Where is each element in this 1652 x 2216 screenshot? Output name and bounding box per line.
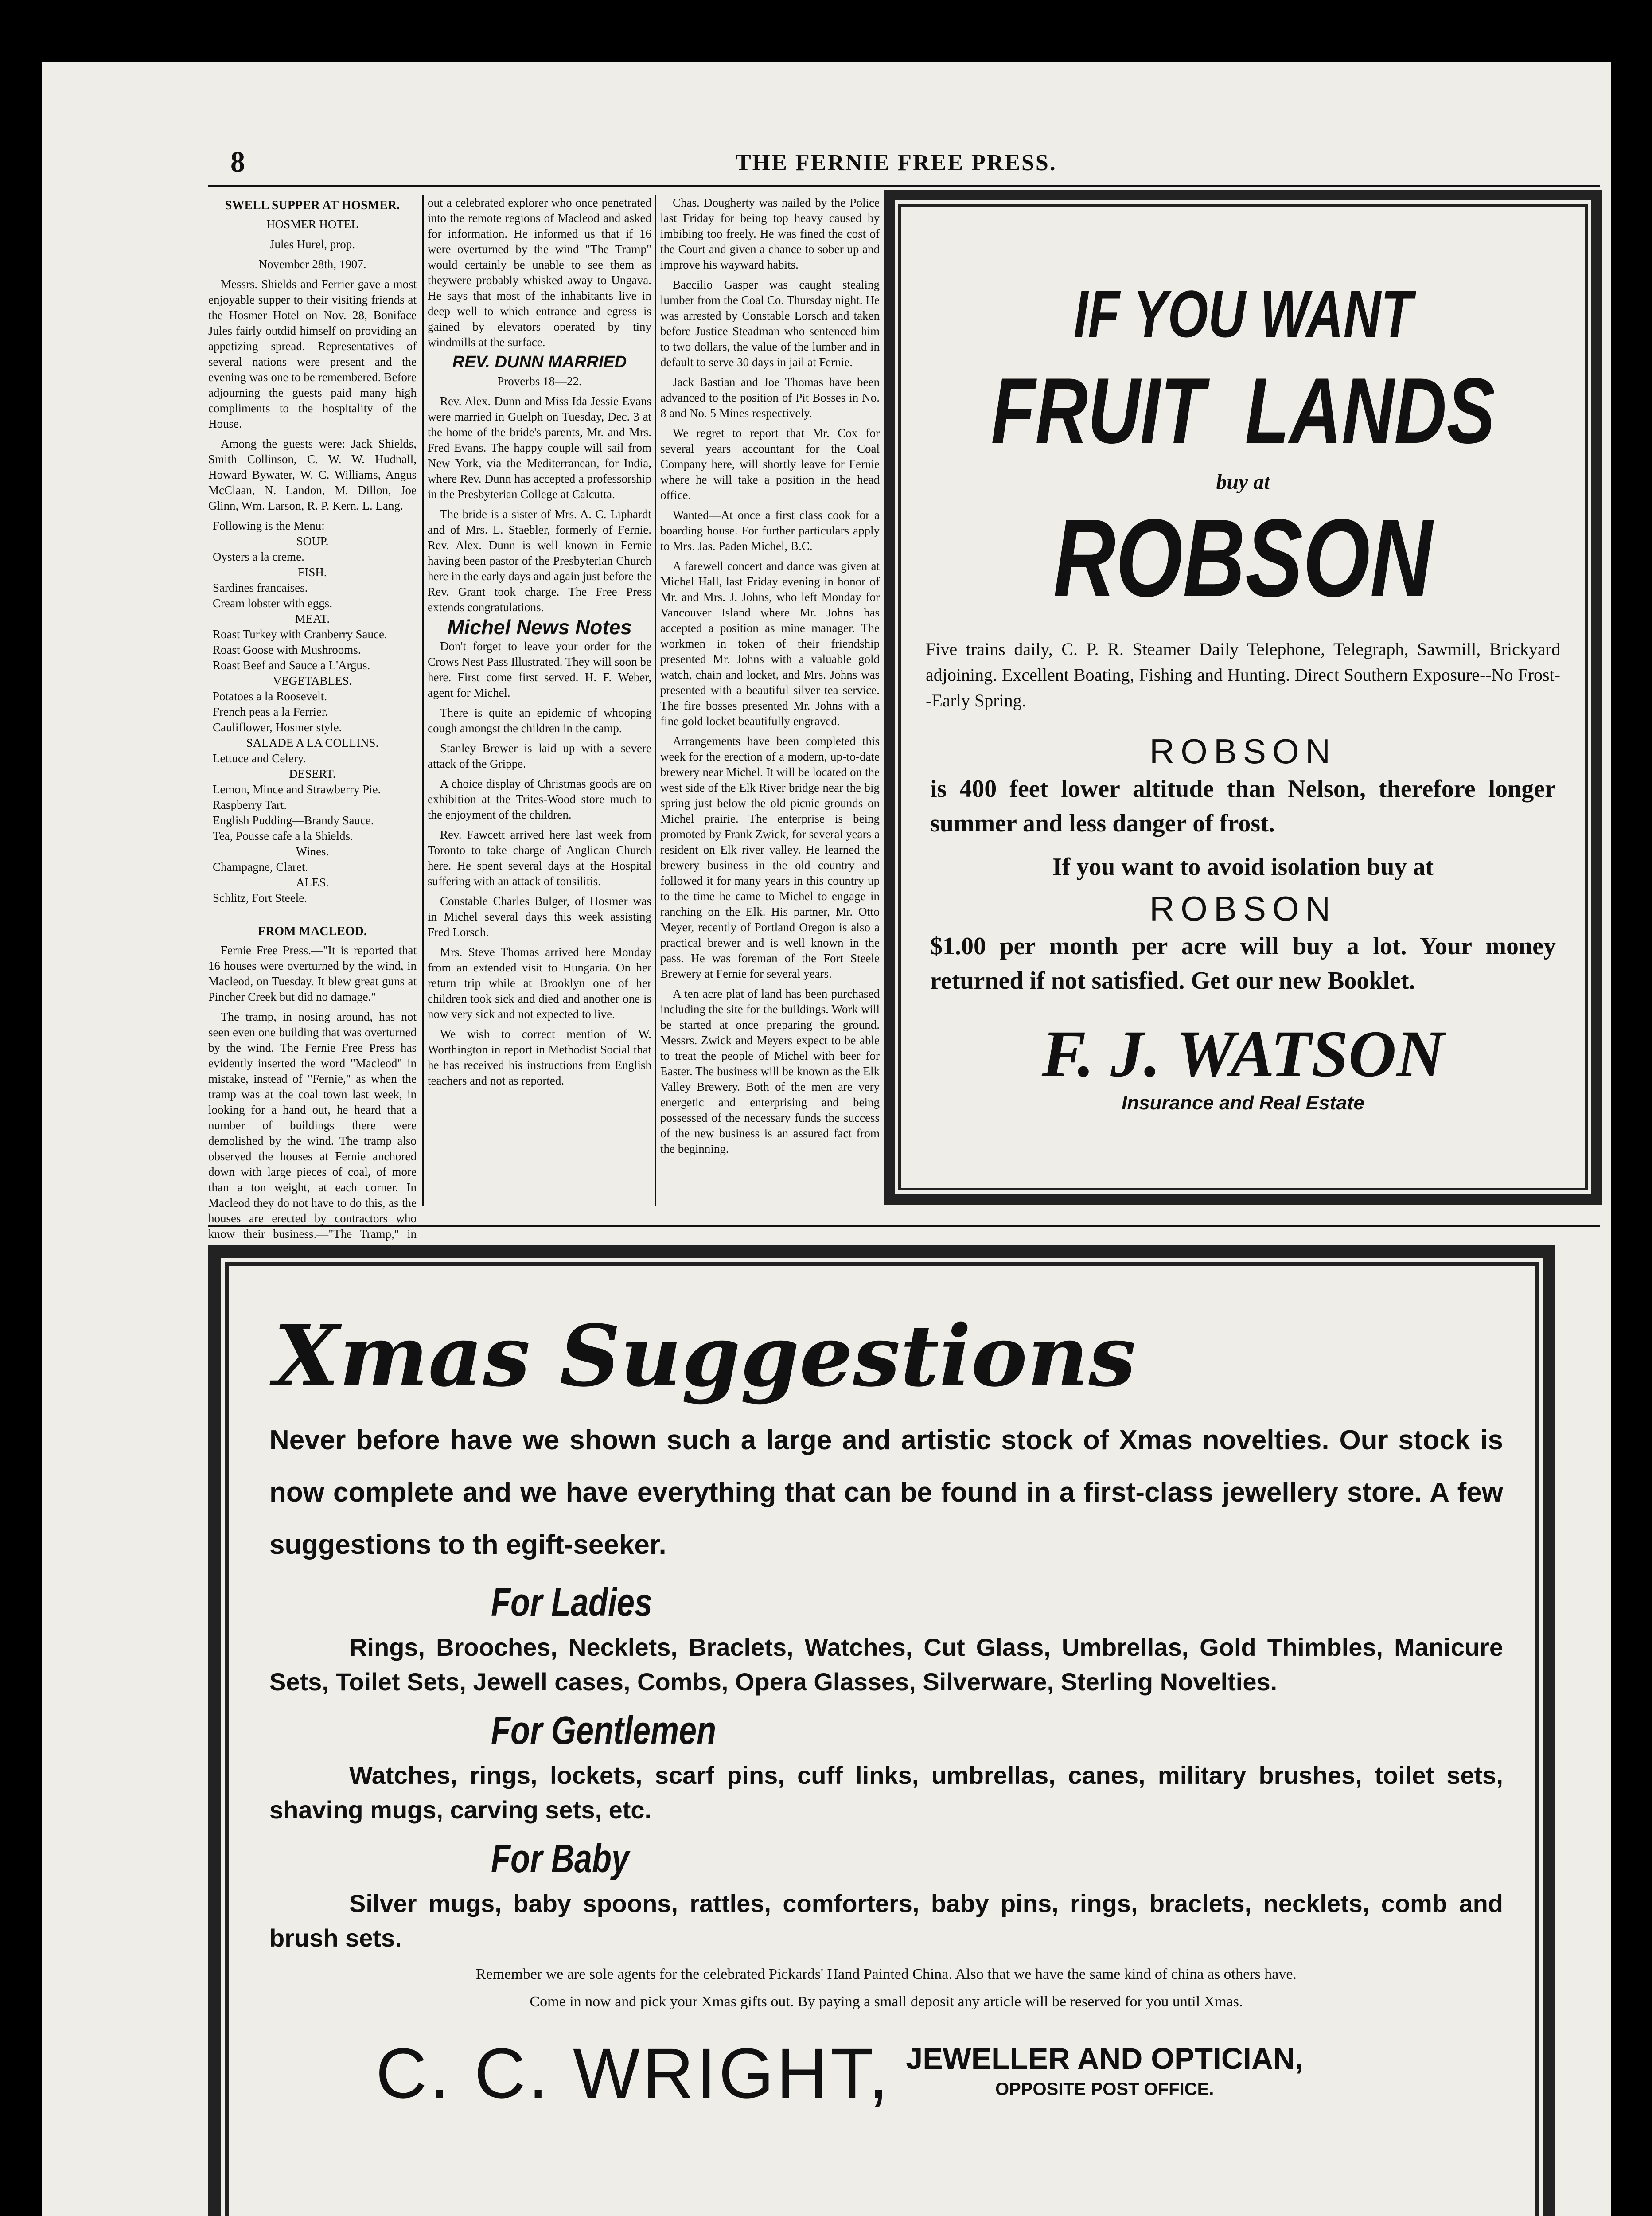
column-rule — [422, 195, 424, 1206]
headline-swell-supper: SWELL SUPPER AT HOSMER. — [225, 199, 400, 212]
news-item: We regret to report that Mr. Cox for several years accountant for the Coal Company here, will shortly leave for Fernie where he will take a position in the head office. — [660, 426, 880, 502]
category-heading-ladies: For Ladies — [491, 1580, 653, 1625]
article-paragraph: out a celebrated explorer who once penetrated into the remote regions of Macleod and asked for information. He informed us that if 16 were overturned by the wind "The Tramp" would certainly be unable to see them as theywere probably whisked away to Ungava. He says that most of the inhabitants live in deep well to which entrance and egress is gained by elevators operated by tiny windmills at the surface. — [428, 196, 651, 349]
news-item: Don't forget to leave your order for the Crows Nest Pass Illustrated. They will soon be here. First come first served. H. F. Weber, agent for Michel. — [428, 640, 651, 699]
menu-line: Cream lobster with eggs. — [213, 597, 332, 610]
category-heading-gentlemen: For Gentlemen — [491, 1709, 717, 1753]
ad-robson-title: ROBSON — [1053, 496, 1433, 620]
menu-line: Sardines francaises. — [213, 581, 308, 594]
article-paragraph: Messrs. Shields and Ferrier gave a most enjoyable supper to their visiting friends at the Hosmer Hotel on Nov. 28, Boniface Jules fairly outdid himself on providing an appetizing spread. Representatives of several nations were present and the evening was one to be remembered. Before adjourning the guests paid many high compliments to the hospitality of the House. — [208, 277, 417, 430]
menu-line: Raspberry Tart. — [213, 798, 287, 811]
subhead-date: November 28th, 1907. — [258, 257, 366, 271]
section-rule — [208, 1225, 1600, 1227]
menu-heading: SALADE A LA COLLINS. — [246, 736, 379, 749]
menu-line: English Pudding—Brandy Sauce. — [213, 814, 374, 827]
headline-rev-dunn-married: REV. DUNN MARRIED — [452, 353, 627, 371]
category-heading-baby: For Baby — [491, 1837, 630, 1881]
ad-isolation-text: If you want to avoid isolation buy at — [1052, 853, 1434, 881]
news-item: Chas. Dougherty was nailed by the Police last Friday for being top heavy caused by imbibing too freely. He was fined the cost of the Court and given a chance to sober up and improve his wayward habits. — [660, 196, 880, 271]
subhead-hosmer-hotel: HOSMER HOTEL — [266, 218, 358, 231]
menu-line: French peas a la Ferrier. — [213, 705, 328, 718]
column-2 — [428, 195, 651, 1210]
header-rule — [208, 185, 1600, 187]
menu-line: Schlitz, Fort Steele. — [213, 891, 307, 905]
category-items-ladies: Rings, Brooches, Necklets, Braclets, Watches, Cut Glass, Umbrellas, Gold Thimbles, Manicure Sets, Toilet Sets, Jewell cases, Combs, Opera Glasses, Silverware, Sterling Novelties. — [269, 1633, 1503, 1696]
article-paragraph: The tramp, in nosing around, has not seen even one building that was overturned by the wind. The Fernie Free Press has evidently inserted the word "Macleod" in mistake, instead of "Fernie," as when the tramp was at the coal town last week, in looking for a hand out, he heard that a number of buildings there were demolished by the wind. The tramp also observed the houses at Fernie anchored down with large pieces of coal, of more than a ton weight, at each corner. In Macleod they do not have to do this, as the houses are erected by contractors who know their business.—"The Tramp," in — [208, 1010, 417, 1241]
subhead-proverbs: Proverbs 18—22. — [497, 375, 582, 388]
article-paragraph: Rev. Alex. Dunn and Miss Ida Jessie Evans were married in Guelph on Tuesday, Dec. 3 at the home of the bride's parents, Mr. and Mrs. Fred Evans. The happy couple will sail from New York, via the Mediterranean, for India, where Rev. Dunn has accepted a professorship in the Presbyterian College at Calcutta. — [428, 394, 651, 501]
column-3 — [660, 195, 880, 1210]
menu-heading: MEAT. — [295, 612, 330, 625]
newspaper-title: THE FERNIE FREE PRESS. — [736, 150, 1057, 176]
xmas-advertisement — [208, 1245, 1555, 2216]
menu-line: Oysters a la creme. — [213, 550, 304, 563]
ad-price-text: $1.00 per month per acre will buy a lot. Your money returned if not satisfied. Get our new Booklet. — [930, 932, 1556, 995]
menu-heading: SOUP. — [296, 534, 329, 548]
merchant-details — [906, 2041, 1303, 2099]
menu-line: Following is the Menu:— — [213, 519, 337, 532]
menu-line: Cauliflower, Hosmer style. — [213, 721, 342, 734]
news-item: A choice display of Christmas goods are on exhibition at the Trites-Wood store much to the enjoyment of the children. — [428, 777, 651, 821]
menu-line: Roast Goose with Mushrooms. — [213, 643, 361, 656]
ad-headline-fruit-lands: FRUIT LANDS — [991, 359, 1495, 463]
ad-altitude-text: is 400 feet lower altitude than Nelson, therefore longer summer and less danger of frost. — [930, 775, 1556, 837]
ad-agent-name: F. J. WATSON — [1041, 1017, 1445, 1091]
robson-ad-content — [917, 218, 1569, 1176]
news-item: Stanley Brewer is laid up with a severe attack of the Grippe. — [428, 741, 651, 770]
news-item: Wanted—At once a first class cook for a boarding house. For further particulars apply to Mrs. Jas. Paden Michel, B.C. — [660, 508, 880, 553]
menu-line: Lemon, Mince and Strawberry Pie. — [213, 783, 381, 796]
ad-robson-heading: ROBSON — [1149, 889, 1337, 928]
xmas-ad-content — [269, 1307, 1503, 2190]
news-item: Baccilio Gasper was caught stealing lumber from the Coal Co. Thursday night. He was arrested by Constable Lorsch and taken before Justice Steadman who sentenced him to two dollars, the value of the lumber and in default to serve 30 days in jail at Fernie. — [660, 278, 880, 369]
news-item: Arrangements have been completed this week for the erection of a modern, up-to-date brewery near Michel. It will be located on the west side of the Elk River bridge near the big spring just below the old picnic grounds on Michel prairie. The enterprise is being promoted by Frank Zwick, for several years a resident on Elk river valley. He learned the brewery business in the old country and followed it for many years in this country up to the time he came to Michel to engage in ranching on the Elk. His partner, Mr. Otto Meyer, recently of Portland Oregon is also a practical brewer and is well known in the pass. He was foreman of the Fort Steele Brewery at Fernie for several years. — [660, 734, 880, 980]
xmas-ad-intro: Never before have we shown such a large and artistic stock of Xmas novelties. Our stock is now complete and we have everything that can be found in a first-class jewellery store. A few suggestions to th egift-seeker. — [269, 1425, 1503, 1560]
news-item: A ten acre plat of land has been purchased including the site for the buildings. Work will be started at once preparing the ground. Messrs. Zwick and Meyers expect to be able to treat the people of Michel with beer for Easter. The business will be known as the Elk Valley Brewery. Both of the men are very energetic and enterprising and being possessed of the necessary funds the success of the new business is an assured fact from the beginning. — [660, 987, 880, 1155]
page-number: 8 — [230, 146, 245, 178]
ad-agent-title: Insurance and Real Estate — [1122, 1092, 1364, 1114]
ad-note: Come in now and pick your Xmas gifts out. By paying a small deposit any article will be reserved for you until Xmas. — [530, 1994, 1243, 2010]
menu-line: Champagne, Claret. — [213, 860, 308, 874]
news-item: Constable Charles Bulger, of Hosmer was in Michel several days this week assisting Fred Lorsch. — [428, 894, 651, 939]
merchant-name: C. C. WRIGHT, — [376, 2033, 891, 2113]
xmas-ad-title: Xmas Suggestions — [274, 1307, 1136, 1405]
article-paragraph: Fernie Free Press.—"It is reported that 16 houses were overturned by the wind, in Macleod, on Tuesday. It blew great guns at Pincher Creek but did no damage." — [208, 944, 417, 1003]
news-item: A farewell concert and dance was given at Michel Hall, last Friday evening in honor of Mr. and Mrs. J. Johns, who left Monday for Vancouver Island where Mr. Johns has accepted a position as mine manager. The workmen in token of their friendship presented Mr. Johns with a valuable gold watch, chain and locket, and Mrs. Johns was presented with a beautiful silver tea service. The fire bosses presented Mr. Johns with a fine gold locket beautifully engraved. — [660, 559, 880, 728]
article-paragraph: The bride is a sister of Mrs. A. C. Liphardt and of Mrs. L. Staebler, formerly of Fernie. Rev. Alex. Dunn is well known in Fernie having been pastor of the Presbyterian Church here in the early days and again just before the Rev. Grant took charge. The Free Press extends congratulations. — [428, 507, 651, 614]
menu-line: Roast Beef and Sauce a L'Argus. — [213, 659, 370, 672]
ad-buy-at: buy at — [1216, 470, 1270, 494]
ad-description: Five trains daily, C. P. R. Steamer Daily Telephone, Telegraph, Sawmill, Brickyard adjoining. Excellent Boating, Fishing and Hunting. Direct Southern Exposure--No Frost--Early Spring. — [926, 639, 1560, 710]
menu-heading: ALES. — [296, 876, 329, 889]
menu-heading: FISH. — [298, 566, 327, 579]
menu-line: Potatoes a la Roosevelt. — [213, 690, 327, 703]
subhead-proprietor: Jules Hurel, prop. — [270, 238, 355, 251]
column-1 — [208, 195, 417, 1241]
column-rule — [655, 195, 656, 1206]
category-items-baby: Silver mugs, baby spoons, rattles, comforters, baby pins, rings, braclets, necklets, comb and brush sets. — [269, 1889, 1503, 1952]
headline-from-macleod: FROM MACLEOD. — [258, 925, 367, 938]
headline-michel-news-notes: Michel News Notes — [447, 616, 632, 639]
news-item: We wish to correct mention of W. Worthington in report in Methodist Social that he has received his instructions from English teachers and not as reported. — [428, 1027, 651, 1087]
menu-heading: VEGETABLES. — [273, 674, 352, 687]
merchant-title: JEWELLER AND OPTICIAN, — [906, 2042, 1303, 2076]
ad-note: Remember we are sole agents for the celebrated Pickards' Hand Painted China. Also that we have the same kind of china as others have. — [476, 1966, 1297, 1982]
merchant-location: OPPOSITE POST OFFICE. — [995, 2079, 1214, 2099]
robson-advertisement — [884, 190, 1602, 1205]
news-item: Jack Bastian and Joe Thomas have been advanced to the position of Pit Bosses in No. 8 and No. 5 Mines respectively. — [660, 375, 880, 420]
menu-line: Roast Turkey with Cranberry Sauce. — [213, 628, 387, 641]
menu-heading: Wines. — [296, 845, 329, 858]
news-item: There is quite an epidemic of whooping cough amongst the children in the camp. — [428, 706, 651, 735]
article-paragraph: Among the guests were: Jack Shields, Smith Collinson, C. W. W. Hudnall, Howard Bywater, W. C. Williams, Angus McClaan, N. Landon, M. Dillon, Joe Glinn, Wm. Larson, R. P. Kern, L. Lang. — [208, 437, 417, 512]
menu-heading: DESERT. — [289, 767, 336, 780]
category-items-gentlemen: Watches, rings, lockets, scarf pins, cuff links, umbrellas, canes, military brushes, toilet sets, shaving mugs, carving sets, etc. — [269, 1761, 1503, 1824]
news-item: Rev. Fawcett arrived here last week from Toronto to take charge of Anglican Church here. He spent several days at the Hospital suffering with an attack of tonsilitis. — [428, 828, 651, 888]
menu-line: Lettuce and Celery. — [213, 752, 306, 765]
news-item: Mrs. Steve Thomas arrived here Monday from an extended visit to Hungaria. On her return trip while at Brooklyn one of her children took sick and died and another one is now very sick and not expected to live. — [428, 945, 651, 1021]
ad-headline-if-you-want: IF YOU WANT — [1073, 277, 1413, 351]
menu-line: Tea, Pousse cafe a la Shields. — [213, 829, 353, 843]
ad-robson-heading: ROBSON — [1149, 732, 1337, 771]
